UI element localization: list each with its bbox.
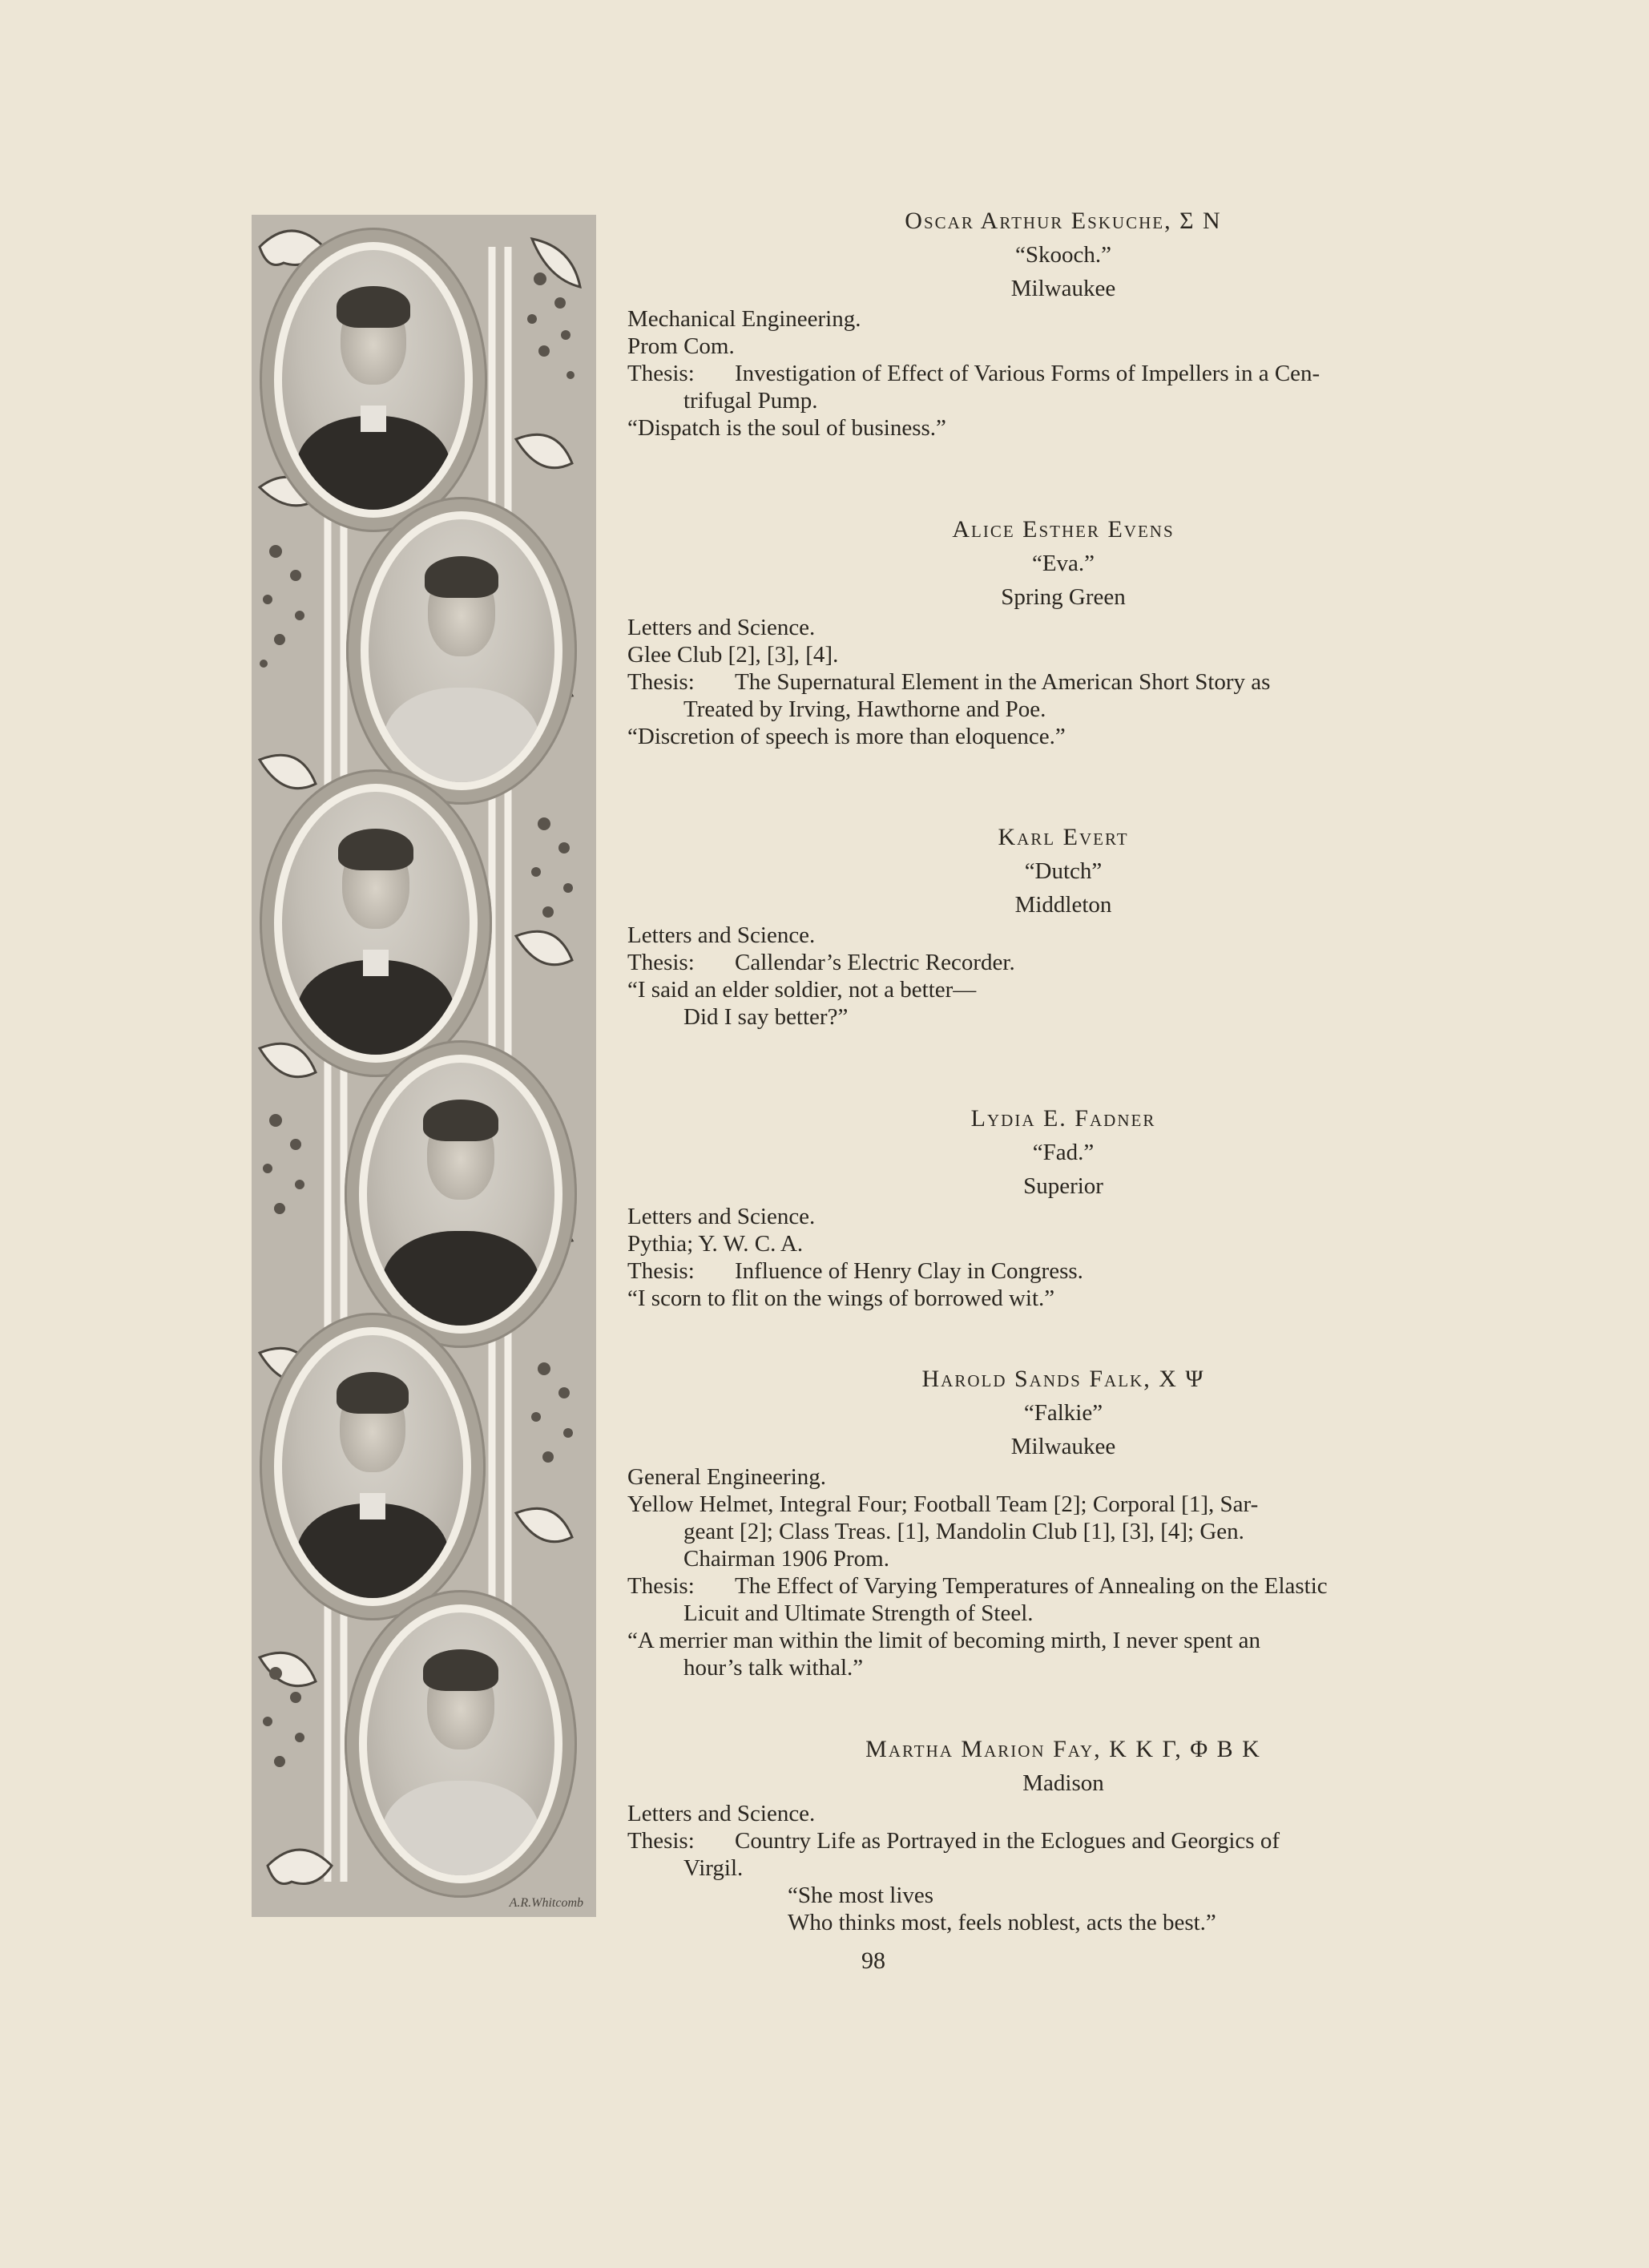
entry-name: Martha Marion Fay, K K Γ, Φ B K (865, 1736, 1261, 1762)
thesis-text: Country Life as Portrayed in the Eclogues and Georgics of (735, 1828, 1280, 1854)
entry-quote: “I said an elder soldier, not a better— (627, 977, 977, 1003)
thesis-continuation: trifugal Pump. (683, 388, 818, 414)
entry-quote: “I scorn to flit on the wings of borrowed wit.” (627, 1285, 1055, 1311)
entry-fay (627, 1733, 1467, 1936)
thesis-text: The Effect of Varying Temperatures of Annealing on the Elastic (735, 1573, 1328, 1599)
entry-name: Alice Esther Evens (952, 516, 1175, 543)
thesis-text: Callendar’s Electric Recorder. (735, 950, 1015, 975)
thesis-label: Thesis: (627, 669, 695, 695)
entry-activities: Prom Com. (627, 333, 735, 359)
activities-continuation: geant [2]; Class Treas. [1], Mandolin Club [1], [3], [4]; Gen. (683, 1519, 1244, 1544)
portrait-frame-falk (260, 1313, 486, 1620)
thesis-text: Influence of Henry Clay in Congress. (735, 1258, 1083, 1284)
thesis-label: Thesis: (627, 361, 695, 386)
quote-continuation: Who thinks most, feels noblest, acts the best.” (788, 1910, 1216, 1935)
entry-hometown: Spring Green (1001, 584, 1126, 610)
entry-fadner (627, 1102, 1467, 1312)
artist-signature: A.R.Whitcomb (509, 1896, 583, 1910)
entry-nickname: “Eva.” (1031, 551, 1095, 576)
quote-continuation: Did I say better?” (683, 1004, 849, 1030)
entry-nickname: “Falkie” (1023, 1400, 1103, 1426)
thesis-label: Thesis: (627, 1258, 695, 1284)
thesis-label: Thesis: (627, 1573, 695, 1599)
thesis-continuation: Licuit and Ultimate Strength of Steel. (683, 1600, 1034, 1626)
entry-hometown: Superior (1023, 1173, 1103, 1199)
portrait-photo (369, 519, 554, 782)
entry-thesis (627, 1827, 1467, 1854)
entry-name: Karl Evert (998, 824, 1129, 850)
entry-nickname: “Fad.” (1032, 1140, 1095, 1165)
entry-course: General Engineering. (627, 1464, 827, 1490)
thesis-label: Thesis: (627, 950, 695, 975)
page-number: 98 (861, 1947, 885, 1974)
entry-evens (627, 513, 1467, 750)
entry-thesis (627, 668, 1467, 696)
entry-quote: “Discretion of speech is more than eloquence.” (627, 724, 1066, 749)
entry-activities: Pythia; Y. W. C. A. (627, 1231, 804, 1257)
entry-thesis (627, 1572, 1467, 1600)
entry-thesis (627, 360, 1467, 387)
entry-thesis (627, 1257, 1467, 1285)
activities-continuation: Chairman 1906 Prom. (683, 1546, 889, 1572)
thesis-text: Investigation of Effect of Various Forms of Impellers in a Cen- (735, 361, 1320, 386)
portrait-frame-eskuche (260, 228, 487, 532)
entry-hometown: Madison (1022, 1770, 1104, 1796)
entry-falk (627, 1362, 1467, 1681)
entry-name: Lydia E. Fadner (970, 1105, 1156, 1132)
entry-hometown: Milwaukee (1010, 276, 1116, 301)
portrait-frame-fay (345, 1590, 577, 1898)
portrait-photo (367, 1063, 554, 1326)
entry-course: Letters and Science. (627, 615, 816, 640)
portrait-photo (282, 792, 470, 1055)
thesis-text: The Supernatural Element in the American Short Story as (735, 669, 1271, 695)
portrait-frame-fadner (345, 1040, 577, 1348)
thesis-label: Thesis: (627, 1828, 695, 1854)
entry-nickname: “Dutch” (1024, 858, 1103, 884)
entry-quote: “She most lives (788, 1883, 934, 1908)
entry-course: Letters and Science. (627, 1204, 816, 1229)
entry-eskuche (627, 204, 1467, 442)
entry-course: Mechanical Engineering. (627, 306, 861, 332)
entry-nickname: “Skooch.” (1015, 242, 1111, 268)
entry-evert (627, 821, 1467, 1031)
thesis-continuation: Virgil. (683, 1855, 744, 1881)
portrait-photo (282, 1335, 463, 1598)
portrait-strip (252, 215, 596, 1917)
entry-name: Oscar Arthur Eskuche, Σ N (905, 208, 1222, 234)
portrait-frame-evens (346, 497, 577, 805)
entry-hometown: Middleton (1014, 892, 1112, 918)
entry-quote: “Dispatch is the soul of business.” (627, 415, 946, 441)
entry-thesis (627, 949, 1467, 976)
portrait-photo (367, 1612, 554, 1875)
quote-continuation: hour’s talk withal.” (683, 1655, 864, 1681)
entry-activities: Glee Club [2], [3], [4]. (627, 642, 839, 668)
entry-course: Letters and Science. (627, 922, 816, 948)
portrait-frame-evert (260, 769, 492, 1077)
entry-hometown: Milwaukee (1010, 1434, 1116, 1459)
entry-name: Harold Sands Falk, X Ψ (921, 1366, 1205, 1392)
thesis-continuation: Treated by Irving, Hawthorne and Poe. (683, 696, 1046, 722)
entry-course: Letters and Science. (627, 1801, 816, 1826)
entry-quote: “A merrier man within the limit of becoming mirth, I never spent an (627, 1628, 1261, 1653)
portrait-photo (282, 250, 465, 510)
entry-activities: Yellow Helmet, Integral Four; Football Team [2]; Corporal [1], Sar- (627, 1491, 1259, 1517)
